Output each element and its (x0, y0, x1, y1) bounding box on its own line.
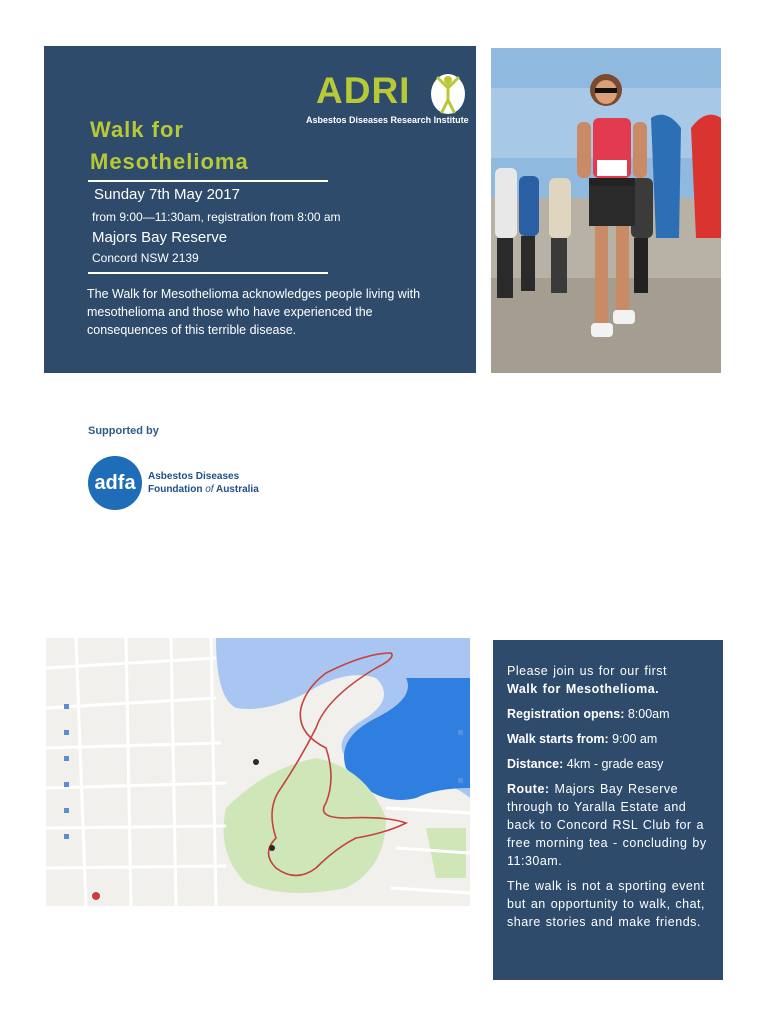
event-details-text (507, 662, 707, 938)
registration-line (507, 705, 707, 723)
adri-logo (306, 70, 469, 125)
route-map (46, 638, 470, 906)
event-time: from 9:00—11:30am, registration from 8:00 am (92, 210, 341, 224)
adfa-name-foundation: Foundation (148, 484, 206, 495)
route-line (507, 780, 707, 870)
closing-paragraph: The walk is not a sporting event but an opportunity to walk, chat, share stories and make friends. (507, 879, 705, 929)
distance-line (507, 755, 707, 773)
event-title-line2: Mesothelioma (90, 149, 249, 174)
walkers-photo-image (491, 48, 721, 373)
venue-suburb: Concord NSW 2139 (92, 251, 199, 265)
adfa-name-line1: Asbestos Diseases (148, 471, 240, 482)
divider-bottom (88, 272, 328, 274)
venue-name: Majors Bay Reserve (92, 229, 228, 246)
start-label: Walk starts from: (507, 732, 609, 746)
adri-figure-icon (426, 70, 466, 114)
adfa-logo (88, 456, 268, 512)
event-title (90, 114, 310, 178)
adfa-logo-mark: adfa (88, 456, 142, 510)
event-title-line1: Walk for (90, 117, 184, 142)
supported-by-label: Supported by (88, 425, 159, 437)
adri-logo-fullname: Asbestos Diseases Research Institute (306, 115, 469, 125)
adri-logo-acronym: ADRI (316, 70, 411, 111)
registration-value: 8:00am (624, 707, 670, 721)
invite-paragraph (507, 662, 707, 698)
invite-intro: Please join us for our first (507, 664, 668, 678)
walkers-photo (491, 48, 721, 373)
distance-value: 4km - grade easy (563, 757, 664, 771)
adfa-name-line2 (148, 484, 259, 495)
route-map-image (46, 638, 470, 906)
hero-panel (44, 46, 476, 373)
invite-event-name: Walk for Mesothelioma. (507, 682, 660, 696)
adfa-name-australia: Australia (213, 484, 259, 495)
route-value: Majors Bay Reserve through to Yaralla Estate and back to Concord RSL Club for a free morning tea - concluding by 11:30am. (507, 782, 707, 868)
registration-label: Registration opens: (507, 707, 625, 721)
event-description: The Walk for Mesothelioma acknowledges people living with mesothelioma and those who have experienced the consequences of this terrible disease. (87, 287, 421, 337)
event-date: Sunday 7th May 2017 (94, 186, 240, 203)
adfa-name-of: of (205, 484, 214, 495)
route-label: Route: (507, 782, 550, 796)
start-value: 9:00 am (608, 732, 658, 746)
distance-label: Distance: (507, 757, 564, 771)
divider-top (88, 180, 328, 182)
event-details-panel (493, 640, 723, 980)
start-line (507, 730, 707, 748)
